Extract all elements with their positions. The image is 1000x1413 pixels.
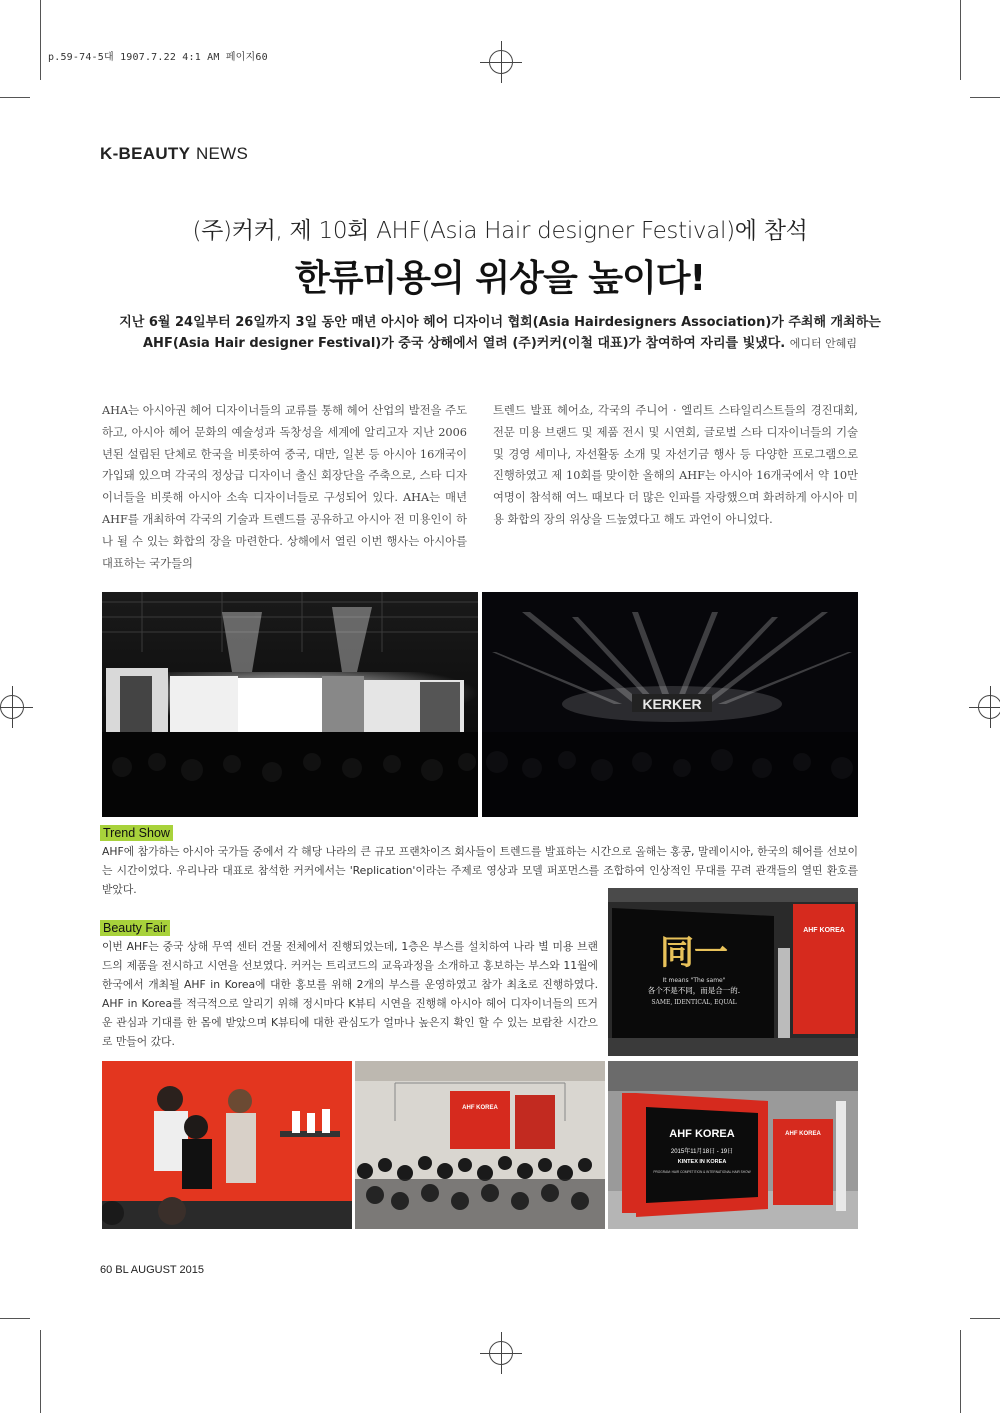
photo-kerker-stage [482,592,858,817]
lead-line-2: AHF(Asia Hair designer Festival)가 중국 상해에서 열려 (주)커커(이철 대표)가 참여하여 자리를 빛냈다. 에디터 안혜림 [143,336,857,351]
page-footer: 60 BL AUGUST 2015 [100,1264,204,1276]
crop-mark [40,0,41,80]
registration-mark [978,695,1000,719]
kerker-stage-sign: KERKER [642,696,702,712]
registration-mark [0,695,24,719]
print-slug: p.59-74-5대 1907.7.22 4:1 AM 페이지60 [48,52,268,63]
crop-mark [40,1330,41,1413]
editor-credit: 에디터 안혜림 [789,337,857,350]
booth-date: 2015年11月18日 - 19日 [670,1149,734,1155]
beauty-fair-label: Beauty Fair [100,920,170,936]
crop-mark [960,1330,961,1413]
section-label [100,144,248,164]
trend-show-text: AHF에 참가하는 아시아 국가들 중에서 각 해당 나라의 큰 규모 프랜차이즈 회사들이 트렌드를 발표하는 시간으로 올해는 홍콩, 말레이시아, 한국의 헤어를 선보이는 시간이었다. 우리나라 대표로 참석한 커커에서는 'Replication'이라는 주제로 영상과 모델 퍼포먼스를 조합하여 인상적인 무대를 꾸려 관객들의 열띤 환호를 받았다. [102,845,858,896]
booth-logo-2: AHF KOREA [785,1131,821,1137]
registration-mark [489,1341,513,1365]
article-subtitle: (주)커커, 제 10회 AHF(Asia Hair designer Festival)에 참석 [192,218,808,244]
lead-paragraph [110,312,890,354]
booth-big-logo: AHF KOREA [669,1128,735,1140]
sign-line-2: 各个不是不同，而是合一的. [647,986,741,995]
booth-venue: KINTEX IN KOREA [677,1159,727,1165]
photo-booth-crowd [355,1061,605,1229]
crop-mark [970,1318,1000,1319]
crop-mark [0,97,30,98]
article-title: 한류미용의 위상을 높이다! [294,258,706,299]
crop-mark [960,0,961,80]
photo-trend-show-stage [102,592,478,817]
side-booth-logo: AHF KOREA [803,927,845,934]
photo-same-sign [608,888,858,1056]
trend-show-label: Trend Show [100,825,173,841]
booth-program-text: PROGRAM: HAIR COMPETITION & INTERNATIONAL HAIR SHOW [653,1170,751,1174]
body-column-1: AHA는 아시아권 헤어 디자이너들의 교류를 통해 헤어 산업의 발전을 주도하고, 아시아 헤어 문화의 예술성과 독창성을 세계에 알리고자 지난 2006년된 설립된 단체로 한국을 비롯하여 중국, 대만, 일본 등 아시아 16개국이 가입돼 있으며 각국의 정상급 디자이너 출신 회장단을 주축으로, 스타 디자이너들을 비롯해 아시아 소속 디자이너들로 구성되어 있다. AHA는 매년 AHF를 개최하여 각국의 기술과 트렌드를 공유하고 아시아 전 미용인이 하나 될 수 있는 화합의 장을 마련한다. 상해에서 열린 이번 행사는 아시아를 대표하는 국가들의 [102,404,467,570]
sign-line-1: It means "The same" [662,977,726,984]
sign-line-3: SAME, IDENTICAL, EQUAL [651,999,737,1006]
registration-mark [489,50,513,74]
section-label-bold: K-BEAUTY [100,144,191,163]
crop-mark [970,97,1000,98]
booth-logo: AHF KOREA [462,1105,498,1111]
sign-big-text: 同一 [660,933,728,973]
section-label-light: NEWS [195,144,249,163]
beauty-fair-text: 이번 AHF는 중국 상해 무역 센터 건물 전체에서 진행되었는데, 1층은 부스를 설치하여 나라 별 미용 브랜드의 제품을 전시하고 시연을 선보였다. 커커는 트리코드의 교육과정을 소개하고 홍보하는 부스와 11월에 한국에서 개최될 AHF in Korea에 대한 홍보를 위해 2개의 부스를 운영하였고 참가 최초로 진행하였다. AHF in Korea를 적극적으로 알리기 위해 정시마다 K뷰티 시연을 진행해 아시아 헤어 디자이너들의 뜨거운 관심과 기대를 한 몸에 받았으며 K뷰티에 대한 관심도가 얼마나 높은지 확인 할 수 있는 보람찬 시간으로 만들어 갔다. [102,940,598,1048]
crop-mark [0,1318,30,1319]
photo-ahf-korea-booth [608,1061,858,1229]
body-column-2: 트렌드 발표 헤어쇼, 각국의 주니어 · 엘리트 스타일리스트들의 경진대회, 전문 미용 브랜드 및 제품 전시 및 시연회, 글로벌 스타 디자이너들의 기술 및 경영 세미나, 자선활동 소개 및 자선기금 행사 등 다양한 프로그램으로 진행하였고 제 10회를 맞이한 올해의 AHF는 아시아 16개국에서 약 10만 여명이 참석해 여느 때보다 더 많은 인파를 자랑했으며 화려하게 아시아 미용 화합의 장의 위상을 드높였다고 해도 과언이 아니었다. [493,404,858,526]
lead-line-1: 지난 6월 24일부터 26일까지 3일 동안 매년 아시아 헤어 디자이너 협회(Asia Hairdesigners Association)가 주최해 개최하는 [119,315,881,330]
photo-hair-demo [102,1061,352,1229]
